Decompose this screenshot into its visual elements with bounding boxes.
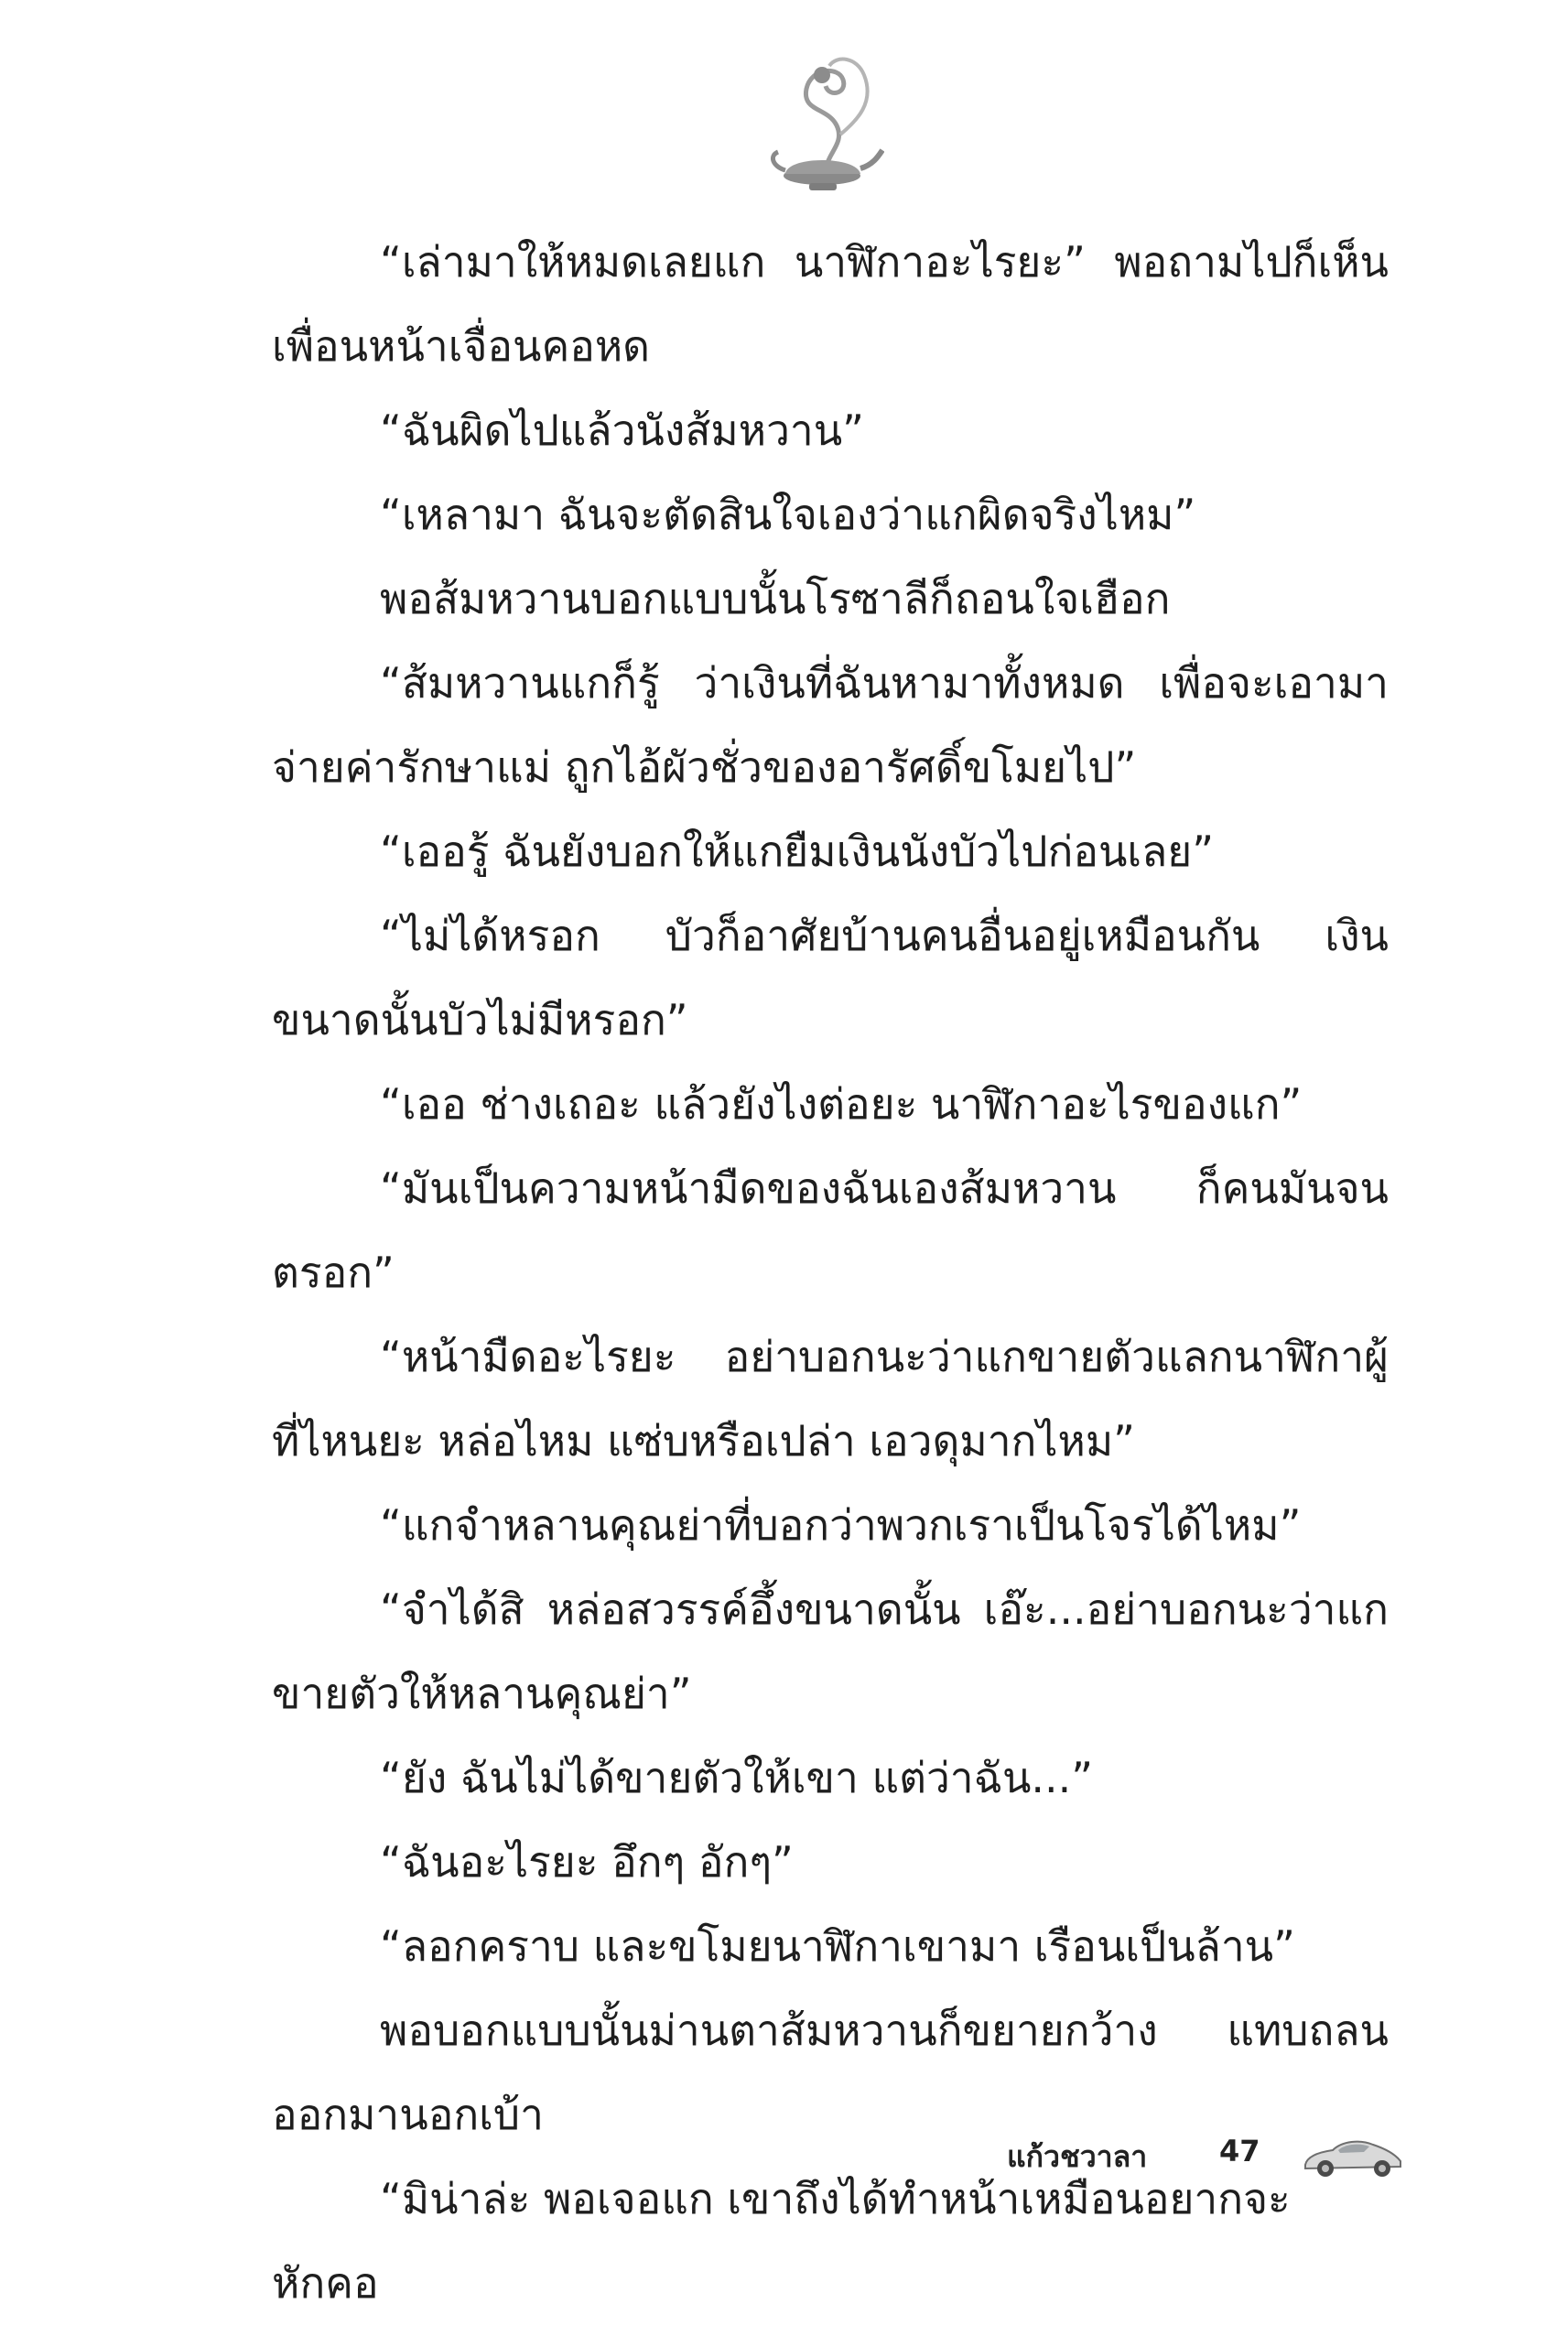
paragraph: “หน้ามืดอะไรยะ อย่าบอกนะว่าแกขายตัวแลกนาฬิกาผู้ที่ไหนยะ หล่อไหม แซ่บหรือเปล่า เอวดุมากไหม”: [272, 1332, 1389, 1465]
paragraph: “ลอกคราบ และขโมยนาฬิกาเขามา เรือนเป็นล้าน”: [380, 1921, 1295, 1971]
paragraph: “ไม่ได้หรอก บัวก็อาศัยบ้านคนอื่นอยู่เหมือนกัน เงินขนาดนั้นบัวไม่มีหรอก”: [272, 911, 1389, 1044]
paragraph: “เออรู้ ฉันยังบอกให้แกยืมเงินนังบัวไปก่อนเลย”: [380, 827, 1215, 876]
genie-lamp-icon: [765, 48, 884, 194]
paragraph: พอส้มหวานบอกแบบนั้นโรซาลีก็ถอนใจเฮือก: [380, 574, 1171, 623]
paragraph: “ฉันอะไรยะ อึกๆ อักๆ”: [380, 1837, 794, 1887]
paragraph: พอบอกแบบนั้นม่านตาส้มหวานก็ขยายกว้าง แทบถลนออกมานอกเบ้า: [272, 2006, 1389, 2139]
chapter-text: [272, 220, 1389, 2325]
book-title: แก้วชวาลา: [1007, 2139, 1148, 2174]
page-number: 47: [1219, 2134, 1260, 2168]
sports-car-icon: [1300, 2128, 1405, 2181]
paragraph: “เหลามา ฉันจะตัดสินใจเองว่าแกผิดจริงไหม”: [380, 490, 1196, 539]
paragraph: “เออ ช่างเถอะ แล้วยังไงต่อยะ นาฬิกาอะไรของแก”: [380, 1079, 1303, 1129]
paragraph: “มิน่าล่ะ พอเจอแก เขาถึงได้ทำหน้าเหมือนอยากจะหักคอ: [272, 2174, 1291, 2308]
paragraph: “ยัง ฉันไม่ได้ขายตัวให้เขา แต่ว่าฉัน...”: [380, 1753, 1094, 1802]
paragraph: “แกจำหลานคุณย่าที่บอกว่าพวกเราเป็นโจรได้ไหม”: [380, 1500, 1302, 1550]
paragraph: “เล่ามาให้หมดเลยแก นาฬิกาอะไรยะ” พอถามไปก็เห็นเพื่อนหน้าเจื่อนคอหด: [272, 237, 1389, 371]
paragraph: “ฉันผิดไปแล้วนังส้มหวาน”: [380, 406, 864, 455]
paragraph: “จำได้สิ หล่อสวรรค์อึ้งขนาดนั้น เอ๊ะ...อย่าบอกนะว่าแกขายตัวให้หลานคุณย่า”: [272, 1584, 1389, 1718]
paragraph: “ส้มหวานแกก็รู้ ว่าเงินที่ฉันหามาทั้งหมด เพื่อจะเอามาจ่ายค่ารักษาแม่ ถูกไอ้ผัวชั่วของอารัศดิ์ขโมยไป”: [272, 658, 1389, 792]
paragraph: “มันเป็นความหน้ามืดของฉันเองส้มหวาน ก็คนมันจนตรอก”: [272, 1163, 1389, 1297]
page-footer: [1007, 2128, 1437, 2183]
